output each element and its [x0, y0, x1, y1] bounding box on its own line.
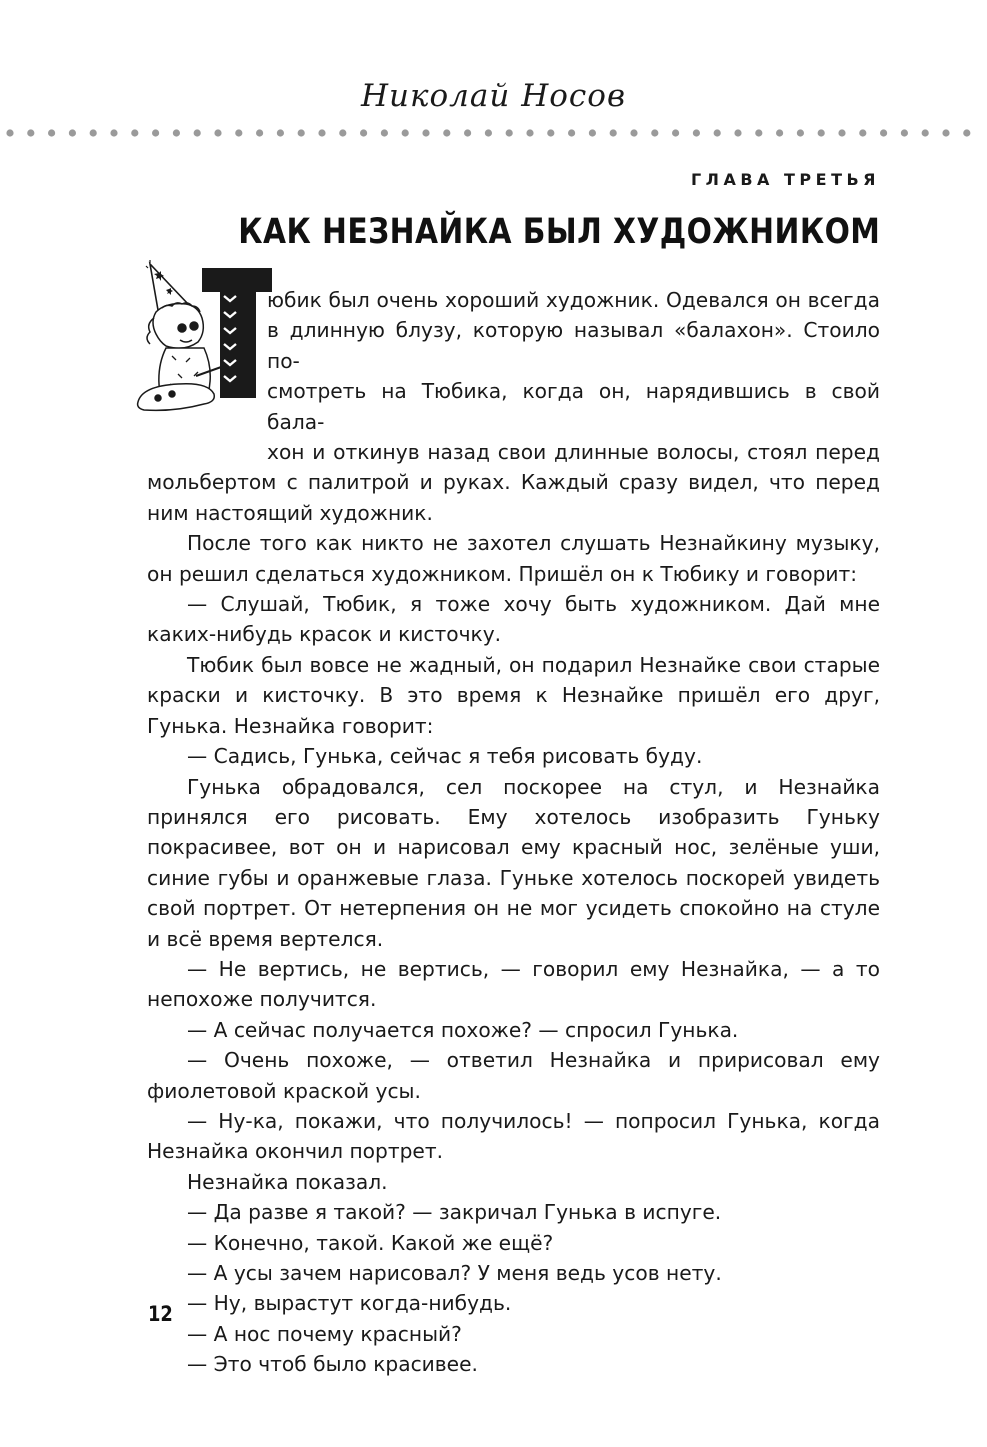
dialogue-line: — А усы зачем нарисовал? У меня ведь усов нету.: [187, 1261, 722, 1285]
divider-dot: [630, 129, 637, 136]
divider-dot: [464, 129, 471, 136]
dialogue-line: — Конечно, такой. Какой же ещё?: [187, 1230, 554, 1255]
dialogue-line: — Не вертись, не вертись, — говорил ему Незнайка, — а то непохоже получится.: [147, 956, 880, 1012]
paragraph: Тюбик был вовсе не жадный, он подарил Незнайке свои старые краски и кисточку. В это время к Незнайке пришёл его друг, Гунька. Незнайка говорит:: [147, 652, 880, 738]
divider-dot: [693, 129, 700, 136]
divider-dot: [818, 129, 825, 136]
divider-dot: [589, 129, 596, 136]
divider-dot: [734, 129, 741, 136]
divider-dot: [27, 129, 34, 136]
divider-dot: [797, 129, 804, 136]
dialogue-line: — Это чтоб было красивее.: [187, 1352, 478, 1377]
divider-dot: [381, 129, 388, 136]
divider-dot: [194, 129, 201, 136]
divider-dot: [901, 129, 908, 136]
divider-dot: [547, 129, 554, 136]
divider-dot: [360, 129, 367, 136]
paragraph: Гунька обрадовался, сел поскорее на стул, и Незнайка принялся его рисовать. Ему хотелось изобразить Гуньку покрасивее, вот он и нарисовал ему красный нос, зелёные уши, синие губы и оранжевые глаза. Гуньке хотелось поскорей увидеть свой портрет. От нетерпения он не мог усидеть спокойно на стуле и всё время вертелся.: [147, 774, 880, 951]
divider-dot: [318, 129, 325, 136]
dialogue-line: — Садись, Гунька, сейчас я тебя рисовать буду.: [187, 744, 703, 769]
text-line: смотреть на Тюбика, когда он, нарядившись в свой бала-: [267, 379, 880, 434]
paragraph: Незнайка показал.: [187, 1169, 388, 1194]
dotted-divider: [0, 127, 987, 139]
dialogue-line: — Слушай, Тюбик, я тоже хочу быть художником. Дай мне каких-нибудь красок и кисточку.: [147, 592, 880, 647]
divider-dot: [277, 129, 284, 136]
divider-dot: [672, 129, 679, 136]
divider-dot: [880, 129, 887, 136]
body-text: [147, 285, 880, 1380]
divider-dot: [235, 129, 242, 136]
dialogue-line: — Да разве я такой? — закричал Гунька в испуге.: [187, 1200, 722, 1225]
text-line: хон и откинув назад свои длинные волосы, стоял перед: [267, 440, 880, 465]
dialogue-line: — Очень похоже, — ответил Незнайка и пририсовал ему фиолетовой краской усы.: [147, 1048, 880, 1103]
dialogue-line: — А сейчас получается похоже? — спросил Гунька.: [187, 1017, 739, 1042]
text-line: в длинную блузу, которую называл «балахон». Стоило по-: [267, 318, 880, 373]
divider-dot: [714, 129, 721, 136]
divider-dot: [214, 129, 221, 136]
divider-dot: [6, 129, 13, 136]
dialogue-line: — Ну, вырастут когда-нибудь.: [187, 1291, 512, 1316]
paragraph: После того как никто не захотел слушать Незнайкину музыку, он решил сделаться художником. Пришёл он к Тюбику и говорит:: [147, 531, 880, 586]
divider-dot: [110, 129, 117, 136]
divider-dot: [298, 129, 305, 136]
divider-dot: [339, 129, 346, 136]
divider-dot: [131, 129, 138, 136]
divider-dot: [776, 129, 783, 136]
divider-dot: [402, 129, 409, 136]
divider-dot: [443, 129, 450, 136]
running-head-author: Николай Носов: [361, 78, 626, 114]
divider-dot: [90, 129, 97, 136]
divider-dot: [422, 129, 429, 136]
divider-dot: [173, 129, 180, 136]
text-line: юбик был очень хороший художник. Одевался он всегда: [267, 288, 880, 312]
chapter-title: КАК НЕЗНАЙКА БЫЛ ХУДОЖНИКОМ: [237, 212, 880, 252]
divider-dot: [610, 129, 617, 136]
chapter-label: ГЛАВА ТРЕТЬЯ: [690, 170, 880, 189]
divider-dot: [838, 129, 845, 136]
divider-dot: [152, 129, 159, 136]
divider-dot: [568, 129, 575, 136]
first-paragraph: [147, 285, 880, 528]
divider-dot: [526, 129, 533, 136]
divider-dot: [755, 129, 762, 136]
dialogue-line: — А нос почему красный?: [187, 1321, 462, 1346]
divider-dot: [942, 129, 949, 136]
text-continuation: мольбертом с палитрой и руках. Каждый сразу видел, что перед ним настоящий художник.: [147, 470, 880, 525]
divider-dot: [48, 129, 55, 136]
divider-dot: [69, 129, 76, 136]
divider-dot: [506, 129, 513, 136]
divider-dot: [651, 129, 658, 136]
divider-dot: [859, 129, 866, 136]
page-number: 12: [148, 1302, 173, 1326]
divider-dot: [485, 129, 492, 136]
divider-dot: [922, 129, 929, 136]
divider-dot: [963, 129, 970, 136]
dialogue-line: — Ну-ка, покажи, что получилось! — попросил Гунька, когда Незнайка окончил портрет.: [147, 1108, 880, 1164]
divider-dot: [256, 129, 263, 136]
